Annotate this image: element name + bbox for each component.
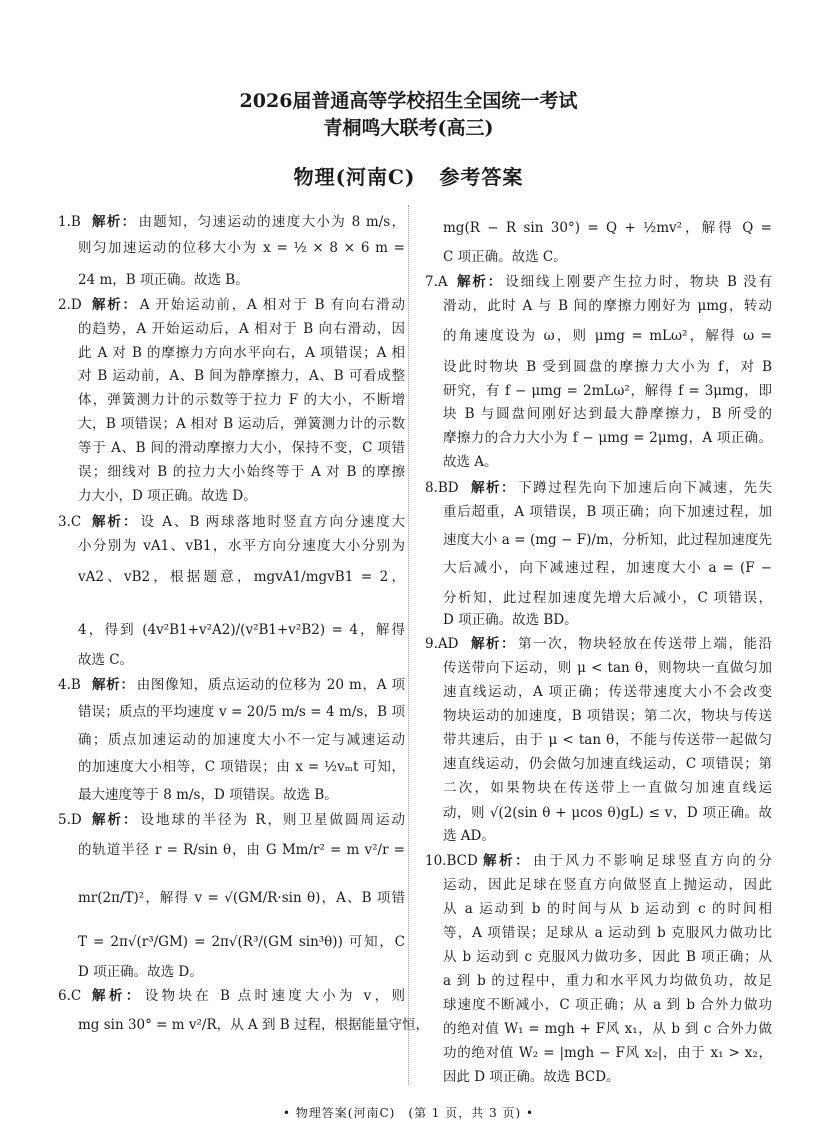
answer-text: 运动，因此足球在竖直方向做竖直上抛运动，因此	[443, 877, 772, 893]
answer-line	[78, 271, 249, 289]
answer-line	[443, 1044, 772, 1062]
answer-line	[78, 487, 257, 505]
analysis-label: 解析：	[92, 297, 138, 313]
answer-line	[443, 972, 772, 990]
answer-text: 由题知，匀速运动的速度大小为 8 m/s，	[138, 214, 405, 230]
answer-line	[443, 755, 772, 773]
analysis-label: 解析：	[92, 214, 137, 230]
answer-line	[78, 320, 405, 338]
answer-line	[78, 963, 203, 981]
answer-text: 第一次，物块轻放在传送带上端，能沿	[518, 636, 772, 652]
answer-line	[78, 568, 405, 586]
answer-line	[443, 996, 772, 1014]
answer-text: 则匀加速运动的位移大小为 x = ½ × 8 × 6 m =	[78, 240, 405, 256]
answer-line	[443, 779, 772, 797]
answer-text: 等于 A、B 间的滑动摩擦力大小，保持不变，C 项错	[78, 440, 405, 456]
subject-name: 物理(河南C)	[293, 165, 416, 189]
answer-number: 5.D	[58, 812, 82, 828]
answer-line	[443, 1020, 772, 1038]
answer-line	[483, 852, 772, 870]
answer-text: 故选 C。	[78, 652, 134, 668]
answer-text: 重后超重，A 项错误，B 项正确；向下加速过程，加	[443, 504, 772, 520]
answer-line	[92, 296, 405, 314]
answer-text: D 项正确。故选 BD。	[443, 612, 578, 628]
answer-line	[443, 900, 772, 918]
answer-text: 的绝对值 W₁ = mgh + F风 x₁，从 b 到 c 合外力做	[443, 1021, 772, 1037]
answer-line	[92, 676, 405, 694]
answer-line	[443, 827, 495, 845]
answer-number: 2.D	[58, 297, 82, 313]
answer-line	[457, 273, 772, 291]
answer-text: 设地球的半径为 R，则卫星做圆周运动	[140, 812, 405, 828]
answer-text: 设物块在 B 点时速度大小为 v，则	[144, 988, 405, 1004]
answer-text: 对 B 运动前，A、B 间为静摩擦力，A、B 可看成整	[78, 368, 405, 384]
answer-line	[78, 367, 405, 385]
answer-text: 4，得到 (4v²B1+v²A2)/(v²B1+v²B2) = 4，解得	[78, 622, 405, 638]
answer-line	[78, 933, 405, 951]
answer-line	[443, 297, 772, 315]
answer-text: 从 a 运动到 b 的时间与从 b 运动到 c 的时间相	[443, 901, 772, 917]
answer-text: 的加速度大小相等，C 项错误；由 x = ½vₘt 可知，	[78, 759, 405, 775]
answer-line	[443, 405, 772, 423]
answer-line	[443, 876, 772, 894]
answer-text: 大，B 项错误；A 相对 B 运动后，弹簧测力计的示数	[78, 416, 405, 432]
answer-text: 大后减小，向下减速过程，加速度大小 a = (F −	[443, 560, 772, 576]
column-divider	[408, 205, 409, 1085]
answer-text: 块 B 与圆盘间刚好达到最大静摩擦力，B 所受的	[443, 406, 772, 422]
answer-text: 研究，有 f − μmg = 2mLω²，解得 f = 3μmg，即	[443, 383, 772, 399]
answer-text: 由图像知，质点运动的位移为 20 m，A 项	[136, 677, 405, 693]
answer-line	[78, 703, 405, 721]
answer-line	[443, 924, 772, 942]
answer-line	[443, 219, 772, 237]
answer-text: D 项正确。故选 D。	[78, 964, 203, 980]
answer-line	[443, 358, 772, 376]
page-footer: • 物理答案(河南C) (第 1 页，共 3 页) •	[282, 1106, 535, 1120]
answer-line	[78, 731, 405, 749]
answer-text: 二次，如果物块在传送带上一直做匀加速直线运	[443, 780, 772, 796]
answer-text: 体，弹簧测力计的示数等于拉力 F 的大小，不断增	[78, 392, 405, 408]
analysis-label: 解析：	[92, 514, 139, 530]
answer-line	[78, 651, 133, 669]
answer-text: 功的绝对值 W₂ = |mgh − F风 x₂|，由于 x₁ > x₂，	[443, 1045, 772, 1061]
answer-line	[78, 537, 405, 555]
doc-type: 参考答案	[439, 165, 524, 189]
answer-text: 从 b 运动到 c 克服风力做功多，因此 B 项正确；从	[443, 949, 772, 965]
answer-text: 选 AD。	[443, 828, 495, 844]
answer-text: mg sin 30° = m v²/R，从 A 到 B 过程，根据能量守恒，	[78, 1017, 429, 1033]
answer-text: 故选 A。	[443, 454, 498, 470]
answer-line	[443, 382, 772, 400]
analysis-label: 解析：	[92, 677, 135, 693]
answer-text: 摩擦力的合力大小为 f − μmg = 2μmg，A 项正确。	[443, 430, 772, 446]
answer-line	[78, 889, 405, 907]
answer-text: 的角速度设为 ω，则 μmg = mLω²，解得 ω =	[443, 328, 772, 344]
answer-line	[78, 1016, 429, 1034]
answer-text: 小分别为 vA1、vB1，水平方向分速度大小分别为	[78, 538, 405, 554]
answer-line	[443, 683, 772, 701]
answer-text: 物块运动的加速度，B 项错误；第二次，物块与传送	[443, 708, 772, 724]
answer-text: 滑动，此时 A 与 B 间的摩擦力刚好为 μmg，转动	[443, 298, 772, 314]
answer-text: 确；质点加速运动的加速度大小不一定与减速运动	[78, 732, 405, 748]
answer-line	[92, 213, 405, 231]
answer-text: 速度大小 a = (mg − F)/m，分析知，此过程加速度先	[443, 532, 772, 548]
analysis-label: 解析：	[471, 636, 517, 652]
answer-text: 等，A 项错误；足球从 a 运动到 b 克服风力做功比	[443, 925, 772, 941]
answer-line	[78, 621, 405, 639]
answer-text: 球速度不断减小，C 项正确；从 a 到 b 合外力做功	[443, 997, 772, 1013]
answer-line	[78, 786, 338, 804]
answer-line	[78, 463, 405, 481]
subject-heading	[0, 161, 817, 190]
answer-line	[78, 439, 405, 457]
answer-line	[78, 239, 405, 257]
answer-text: a 到 b 的过程中，重力和水平风力均做负功，故足	[443, 973, 772, 989]
answer-line	[443, 453, 498, 471]
answer-text: 设此时物块 B 受到圆盘的摩擦力大小为 f，对 B	[443, 359, 772, 375]
answer-line	[443, 248, 567, 266]
answer-text: 动，则 √(2(sin θ + μcos θ)gL) ≤ v，D 项正确。故	[443, 805, 772, 821]
answer-number: 1.B	[58, 214, 81, 230]
answer-line	[443, 1068, 620, 1086]
answer-text: 速直线运动，A 项正确；传送带速度大小不会改变	[443, 684, 772, 700]
answer-text: 分析知，此过程加速度先增大后减小，C 项错误，	[443, 590, 772, 606]
answer-number: 6.C	[58, 988, 82, 1004]
answer-line	[92, 513, 405, 531]
answer-line	[443, 429, 772, 447]
answer-line	[92, 811, 405, 829]
answer-text: 带共速后，由于 μ < tan θ，不能与传送带一起做匀	[443, 732, 772, 748]
answer-line	[443, 503, 772, 521]
answer-line	[443, 531, 772, 549]
answer-number: 10.BCD	[425, 853, 478, 869]
exam-subtitle: 青桐鸣大联考(高三)	[323, 117, 494, 139]
answer-line	[443, 804, 772, 822]
answer-line	[92, 987, 405, 1005]
analysis-label: 解析：	[92, 812, 139, 828]
answer-text: mr(2π/T)²，解得 v = √(GM/R·sin θ)，A、B 项错	[78, 890, 405, 906]
answer-text: A 开始运动前，A 相对于 B 有向右滑动	[139, 297, 405, 313]
answer-line	[78, 758, 405, 776]
answer-text: mg(R − R sin 30°) = Q + ½mv²，解得 Q =	[443, 220, 772, 236]
answer-text: T = 2π√(r³/GM) = 2π√(R³/(GM sin³θ)) 可知，C	[78, 934, 405, 950]
answer-text: 最大速度等于 8 m/s，D 项错误。故选 B。	[78, 787, 338, 803]
answer-text: 错误；质点的平均速度 v = 20/5 m/s = 4 m/s，B 项	[78, 704, 405, 720]
answer-line	[471, 479, 772, 497]
answer-text: 设 A、B 两球落地时竖直方向分速度大	[140, 514, 405, 530]
answer-text: 下蹲过程先向下加速后向下减速，先失	[518, 480, 772, 496]
answer-text: 误；细线对 B 的拉力大小始终等于 A 对 B 的摩擦	[78, 464, 405, 480]
answer-number: 3.C	[58, 514, 82, 530]
answer-number: 8.BD	[425, 480, 459, 496]
answer-text: 速直线运动，仍会做匀加速直线运动，C 项错误；第	[443, 756, 772, 772]
answer-text: 传送带向下运动，则 μ < tan θ，则物块一直做匀加	[443, 660, 772, 676]
answer-line	[471, 635, 772, 653]
answer-text: 设细线上刚要产生拉力时，物块 B 没有	[505, 274, 772, 290]
answer-line	[443, 559, 772, 577]
answer-line	[443, 659, 772, 677]
answer-line	[78, 841, 405, 859]
answer-number: 4.B	[58, 677, 81, 693]
answer-text: 的轨道半径 r = R/sin θ，由 G Mm/r² = m v²/r =	[78, 842, 405, 858]
answer-number: 9.AD	[425, 636, 459, 652]
answer-text: 力大小，D 项正确。故选 D。	[78, 488, 257, 504]
answer-line	[443, 327, 772, 345]
analysis-label: 解析：	[457, 274, 504, 290]
analysis-label: 解析：	[483, 853, 532, 869]
answer-text: 24 m，B 项正确。故选 B。	[78, 272, 249, 288]
answer-line	[78, 391, 405, 409]
answer-line	[443, 611, 578, 629]
answer-text: vA2、vB2，根据题意，mgvA1/mgvB1 = 2，	[78, 569, 405, 585]
answer-number: 7.A	[425, 274, 448, 290]
analysis-label: 解析：	[471, 480, 517, 496]
answer-text: 的趋势，A 开始运动后，A 相对于 B 向右滑动，因	[78, 321, 405, 337]
answer-line	[78, 415, 405, 433]
analysis-label: 解析：	[92, 988, 143, 1004]
answer-line	[78, 344, 405, 362]
answer-line	[443, 948, 772, 966]
answer-text: C 项正确。故选 C。	[443, 249, 567, 265]
answer-line	[443, 589, 772, 607]
answer-text: 由于风力不影响足球竖直方向的分	[533, 853, 772, 869]
answer-text: 此 A 对 B 的摩擦力方向水平向右，A 项错误；A 相	[78, 345, 405, 361]
answer-line	[443, 731, 772, 749]
exam-title: 2026届普通高等学校招生全国统一考试	[239, 90, 578, 112]
answer-text: 因此 D 项正确。故选 BCD。	[443, 1069, 620, 1085]
answer-line	[443, 707, 772, 725]
